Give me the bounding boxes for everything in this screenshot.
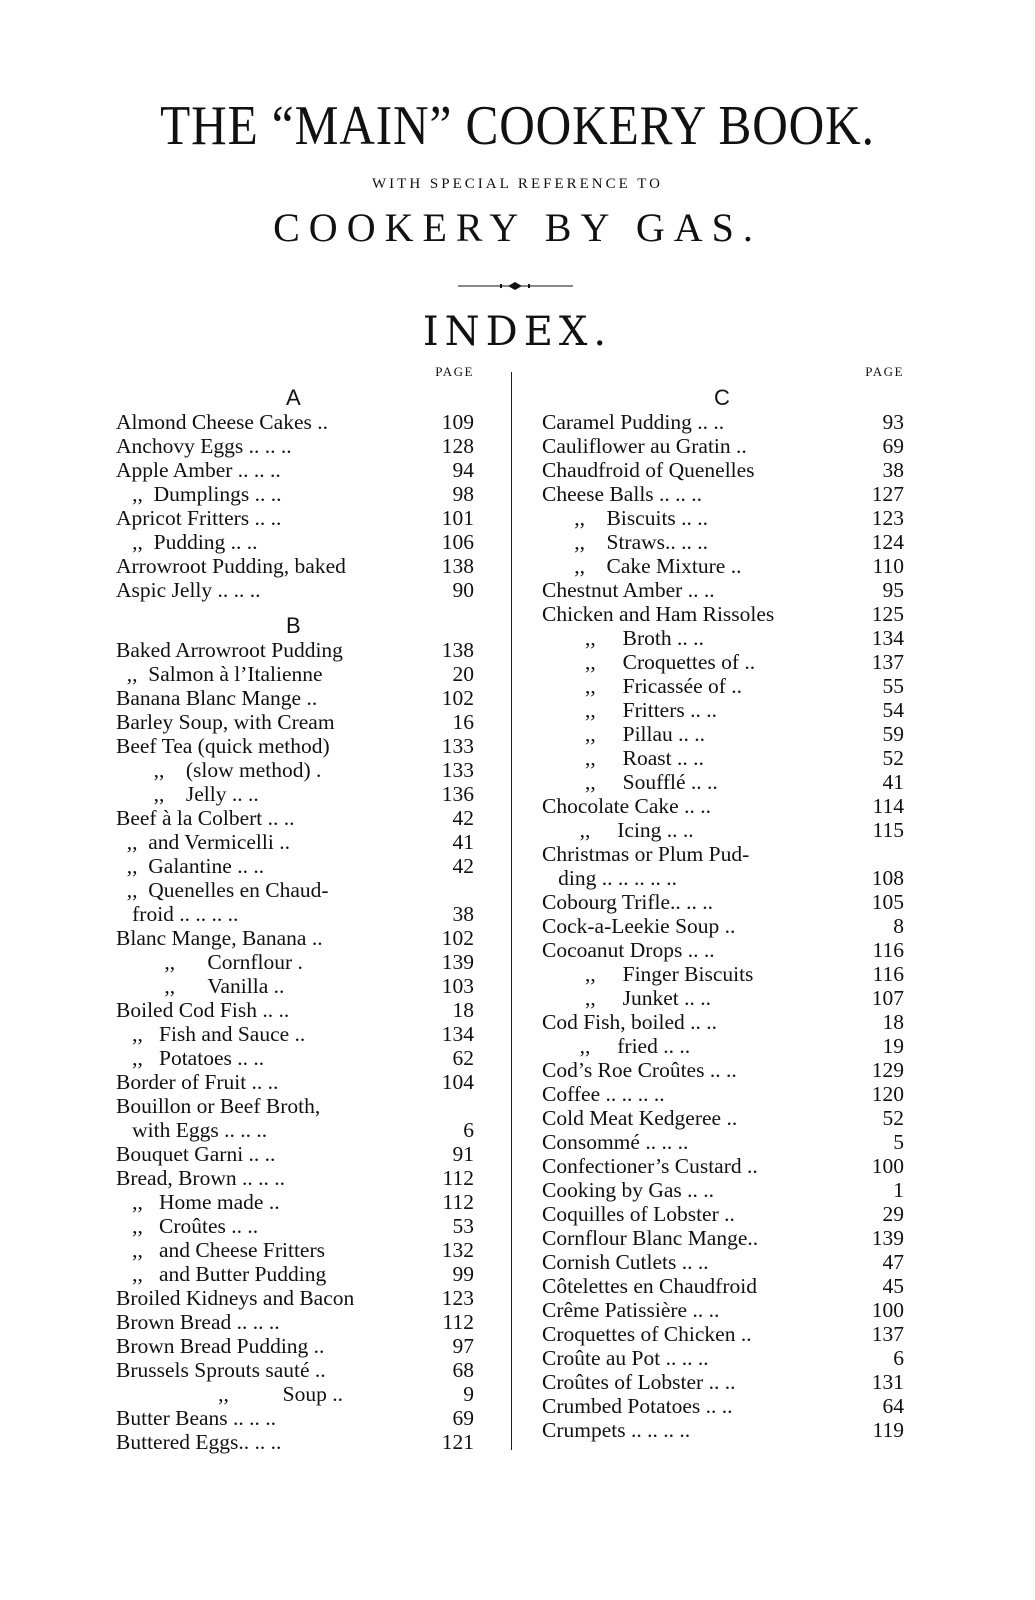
page-column-label: PAGE (865, 364, 904, 379)
entry-page-number: 124 (871, 530, 904, 554)
entry-label: Croûtes of Lobster .. .. (542, 1370, 736, 1394)
entry-page-number: 115 (872, 818, 904, 842)
index-entry (542, 434, 904, 458)
entry-page-number: 137 (871, 1322, 904, 1346)
entry-page-number: 129 (871, 1058, 904, 1082)
entry-page-number: 121 (441, 1430, 474, 1454)
index-entry (116, 1118, 474, 1142)
entry-label: Baked Arrowroot Pudding (116, 638, 343, 662)
entry-page-number: 29 (882, 1202, 904, 1226)
entry-label: Cobourg Trifle.. .. .. (542, 890, 714, 914)
entry-label: ,, Galantine .. .. (116, 854, 265, 878)
index-entry (542, 1226, 904, 1250)
index-entry (116, 1286, 474, 1310)
entry-label: Cornflour Blanc Mange.. (542, 1226, 759, 1250)
index-entry (542, 1250, 904, 1274)
entry-page-number: 112 (442, 1166, 474, 1190)
index-entry (542, 1346, 904, 1370)
entry-label: Chaudfroid of Quenelles (542, 458, 755, 482)
entry-page-number: 123 (871, 506, 904, 530)
index-entry (116, 1142, 474, 1166)
entry-label: ding .. .. .. .. .. (542, 866, 677, 890)
entry-label: Confectioner’s Custard .. (542, 1154, 758, 1178)
entry-label: Brown Bread .. .. .. (116, 1310, 280, 1334)
entry-label: ,, Vanilla .. (116, 974, 285, 998)
entry-page-number: 100 (871, 1154, 904, 1178)
entry-page-number: 54 (882, 698, 904, 722)
entry-page-number: 64 (882, 1394, 904, 1418)
entry-page-number: 42 (452, 854, 474, 878)
entry-label: Banana Blanc Mange .. (116, 686, 318, 710)
index-entry (542, 602, 904, 626)
index-entry (542, 1130, 904, 1154)
entry-page-number: 97 (452, 1334, 474, 1358)
entry-page-number: 112 (442, 1310, 474, 1334)
index-entry (116, 458, 474, 482)
entry-label: Cold Meat Kedgeree .. (542, 1106, 738, 1130)
entry-page-number: 38 (882, 458, 904, 482)
entry-label: ,, Salmon à l’Italienne (116, 662, 323, 686)
entry-page-number: 107 (871, 986, 904, 1010)
index-entry (542, 1034, 904, 1058)
index-entry (116, 1382, 474, 1406)
index-entry (116, 734, 474, 758)
index-entry (542, 1322, 904, 1346)
entry-label: ,, (slow method) . (116, 758, 322, 782)
column-divider (511, 372, 512, 1450)
index-entry (116, 1430, 474, 1454)
entry-label: Crumbed Potatoes .. .. (542, 1394, 733, 1418)
index-entry (542, 794, 904, 818)
entry-label: Butter Beans .. .. .. (116, 1406, 277, 1430)
entry-page-number: 69 (882, 434, 904, 458)
index-entry (116, 878, 474, 902)
entry-label: ,, and Vermicelli .. (116, 830, 290, 854)
entry-page-number: 90 (452, 578, 474, 602)
entry-page-number: 114 (872, 794, 904, 818)
entry-label: Christmas or Plum Pud- (542, 842, 750, 866)
index-entry (116, 926, 474, 950)
entry-label: Cauliflower au Gratin .. (542, 434, 747, 458)
entry-label: Cornish Cutlets .. .. (542, 1250, 709, 1274)
book-title: THE “MAIN” COOKERY BOOK. (160, 95, 875, 157)
index-entry (116, 782, 474, 806)
index-entry (542, 650, 904, 674)
section-letter: B (286, 613, 301, 638)
index-entry (542, 578, 904, 602)
entry-page-number: 91 (452, 1142, 474, 1166)
entry-label: Brown Bread Pudding .. (116, 1334, 325, 1358)
index-entry (542, 554, 904, 578)
index-entry (542, 818, 904, 842)
index-entry (542, 914, 904, 938)
entry-page-number: 8 (893, 914, 904, 938)
entry-label: ,, Biscuits .. .. (542, 506, 709, 530)
entry-page-number: 128 (441, 434, 474, 458)
entry-page-number: 138 (441, 554, 474, 578)
index-entry (116, 710, 474, 734)
entry-label: Crême Patissière .. .. (542, 1298, 720, 1322)
entry-page-number: 59 (882, 722, 904, 746)
entry-label: ,, Finger Biscuits (542, 962, 754, 986)
index-entry (116, 1310, 474, 1334)
entry-page-number: 55 (882, 674, 904, 698)
entry-label: ,, and Butter Pudding (116, 1262, 327, 1286)
entry-label: ,, Dumplings .. .. (116, 482, 282, 506)
index-entry (542, 842, 904, 866)
ornament-rule (458, 282, 573, 290)
section-letter: C (714, 385, 730, 410)
entry-label: ,, Fish and Sauce .. (116, 1022, 306, 1046)
entry-label: ,, Broth .. .. (542, 626, 704, 650)
entry-label: ,, Cornflour . (116, 950, 303, 974)
index-entry (542, 674, 904, 698)
entry-label: Beef Tea (quick method) (116, 734, 330, 758)
entry-page-number: 52 (882, 1106, 904, 1130)
entry-page-number: 41 (452, 830, 474, 854)
book-subtitle-main: COOKERY BY GAS. (273, 205, 762, 250)
entry-label: ,, Icing .. .. (542, 818, 694, 842)
entry-label: ,, Roast .. .. (542, 746, 704, 770)
entry-label: Coquilles of Lobster .. (542, 1202, 735, 1226)
entry-label: Barley Soup, with Cream (116, 710, 335, 734)
index-entry (542, 890, 904, 914)
entry-page-number: 68 (452, 1358, 474, 1382)
entry-label: ,, and Cheese Fritters (116, 1238, 325, 1262)
entry-label: ,, Cake Mixture .. (542, 554, 742, 578)
index-entry (116, 554, 474, 578)
entry-page-number: 19 (882, 1034, 904, 1058)
index-heading: INDEX. (422, 309, 613, 355)
entry-label: Côtelettes en Chaudfroid (542, 1274, 757, 1298)
entry-label: Almond Cheese Cakes .. (116, 410, 328, 434)
index-entry (542, 458, 904, 482)
entry-page-number: 18 (882, 1010, 904, 1034)
entry-page-number: 53 (452, 1214, 474, 1238)
entry-page-number: 103 (441, 974, 474, 998)
entry-label: ,, Junket .. .. (542, 986, 712, 1010)
index-entry (116, 530, 474, 554)
entry-page-number: 116 (872, 938, 904, 962)
index-entry (542, 1274, 904, 1298)
entry-page-number: 18 (452, 998, 474, 1022)
index-entry (542, 938, 904, 962)
index-entry (116, 1166, 474, 1190)
entry-page-number: 102 (441, 686, 474, 710)
entry-page-number: 9 (463, 1382, 474, 1406)
entry-page-number: 16 (452, 710, 474, 734)
entry-page-number: 139 (441, 950, 474, 974)
entry-label: Blanc Mange, Banana .. (116, 926, 323, 950)
entry-label: Beef à la Colbert .. .. (116, 806, 295, 830)
entry-label: ,, fried .. .. (542, 1034, 691, 1058)
entry-label: Chestnut Amber .. .. (542, 578, 715, 602)
index-entry (116, 758, 474, 782)
entry-label: Cooking by Gas .. .. (542, 1178, 714, 1202)
entry-page-number: 112 (442, 1190, 474, 1214)
index-entry (542, 1010, 904, 1034)
index-entry (116, 1406, 474, 1430)
index-entry (116, 686, 474, 710)
entry-label: Apple Amber .. .. .. (116, 458, 281, 482)
entry-page-number: 20 (452, 662, 474, 686)
index-entry (116, 1358, 474, 1382)
entry-label: Bouillon or Beef Broth, (116, 1094, 321, 1118)
entry-page-number: 127 (871, 482, 904, 506)
entry-label: ,, Pillau .. .. (542, 722, 706, 746)
index-entry (116, 1238, 474, 1262)
index-entry (116, 854, 474, 878)
entry-page-number: 132 (441, 1238, 474, 1262)
index-entry (116, 1262, 474, 1286)
entry-page-number: 136 (441, 782, 474, 806)
entry-page-number: 42 (452, 806, 474, 830)
index-entry (116, 1334, 474, 1358)
index-entry (116, 902, 474, 926)
entry-label: Cheese Balls .. .. .. (542, 482, 703, 506)
index-entry (542, 1082, 904, 1106)
entry-page-number: 99 (452, 1262, 474, 1286)
entry-page-number: 62 (452, 1046, 474, 1070)
entry-label: Chicken and Ham Rissoles (542, 602, 775, 626)
index-entry (116, 1046, 474, 1070)
entry-page-number: 108 (871, 866, 904, 890)
entry-label: Buttered Eggs.. .. .. (116, 1430, 282, 1454)
entry-label: ,, Quenelles en Chaud- (116, 878, 329, 902)
index-entry (542, 626, 904, 650)
entry-label: Cod Fish, boiled .. .. (542, 1010, 718, 1034)
entry-label: ,, Jelly .. .. (116, 782, 259, 806)
entry-page-number: 137 (871, 650, 904, 674)
entry-page-number: 134 (441, 1022, 474, 1046)
entry-label: Caramel Pudding .. .. (542, 410, 725, 434)
entry-page-number: 6 (893, 1346, 904, 1370)
entry-label: ,, Fritters .. .. (542, 698, 717, 722)
index-entry (116, 830, 474, 854)
index-entry (542, 1106, 904, 1130)
index-entry (116, 482, 474, 506)
index-entry (542, 962, 904, 986)
index-entry (116, 410, 474, 434)
entry-page-number: 119 (872, 1418, 904, 1442)
page-column-label: PAGE (435, 364, 474, 379)
entry-page-number: 41 (882, 770, 904, 794)
index-entry (542, 1178, 904, 1202)
index-entry (116, 1214, 474, 1238)
entry-label: ,, Soup .. (116, 1382, 343, 1406)
index-entry (116, 1022, 474, 1046)
entry-page-number: 102 (441, 926, 474, 950)
entry-page-number: 138 (441, 638, 474, 662)
index-column-right (542, 362, 904, 1442)
book-subtitle: WITH SPECIAL REFERENCE TO (372, 176, 663, 192)
entry-label: Consommé .. .. .. (542, 1130, 689, 1154)
index-entry (542, 698, 904, 722)
entry-label: ,, Soufflé .. .. (542, 770, 718, 794)
index-entry (116, 1190, 474, 1214)
entry-label: ,, Home made .. (116, 1190, 280, 1214)
index-entry (542, 1202, 904, 1226)
entry-page-number: 125 (871, 602, 904, 626)
index-entry (542, 746, 904, 770)
entry-page-number: 105 (871, 890, 904, 914)
entry-label: Boiled Cod Fish .. .. (116, 998, 290, 1022)
entry-label: Bouquet Garni .. .. (116, 1142, 276, 1166)
index-entry (542, 1394, 904, 1418)
entry-page-number: 101 (441, 506, 474, 530)
entry-label: ,, Fricassée of .. (542, 674, 743, 698)
entry-page-number: 134 (871, 626, 904, 650)
entry-label: Coffee .. .. .. .. (542, 1082, 665, 1106)
entry-page-number: 110 (872, 554, 904, 578)
entry-label: ,, Potatoes .. .. (116, 1046, 265, 1070)
index-entry (116, 662, 474, 686)
entry-page-number: 93 (882, 410, 904, 434)
index-entry (116, 578, 474, 602)
entry-label: Bread, Brown .. .. .. (116, 1166, 285, 1190)
entry-page-number: 5 (893, 1130, 904, 1154)
entry-label: ,, Straws.. .. .. (542, 530, 709, 554)
entry-page-number: 106 (441, 530, 474, 554)
index-entry (542, 1418, 904, 1442)
entry-page-number: 38 (452, 902, 474, 926)
entry-page-number: 47 (882, 1250, 904, 1274)
entry-label: Croquettes of Chicken .. (542, 1322, 752, 1346)
entry-label: ,, Croûtes .. .. (116, 1214, 259, 1238)
index-entry (116, 950, 474, 974)
index-entry (116, 434, 474, 458)
entry-page-number: 98 (452, 482, 474, 506)
entry-label: Croûte au Pot .. .. .. (542, 1346, 709, 1370)
entry-page-number: 52 (882, 746, 904, 770)
entry-label: Brussels Sprouts sauté .. (116, 1358, 326, 1382)
index-entry (542, 506, 904, 530)
entry-page-number: 120 (871, 1082, 904, 1106)
entry-page-number: 6 (463, 1118, 474, 1142)
entry-page-number: 45 (882, 1274, 904, 1298)
index-entry (542, 482, 904, 506)
entry-page-number: 69 (452, 1406, 474, 1430)
entry-label: Apricot Fritters .. .. (116, 506, 282, 530)
entry-page-number: 1 (893, 1178, 904, 1202)
index-entry (542, 530, 904, 554)
index-entry (542, 410, 904, 434)
entry-label: ,, Croquettes of .. (542, 650, 756, 674)
index-entry (542, 986, 904, 1010)
index-entry (542, 1298, 904, 1322)
section-letter: A (286, 385, 301, 410)
index-entry (542, 770, 904, 794)
entry-page-number: 131 (871, 1370, 904, 1394)
index-entry (542, 722, 904, 746)
index-entry (116, 806, 474, 830)
entry-page-number: 133 (441, 734, 474, 758)
entry-label: with Eggs .. .. .. (116, 1118, 268, 1142)
index-entry (116, 506, 474, 530)
entry-label: Cocoanut Drops .. .. (542, 938, 715, 962)
index-entry (116, 1094, 474, 1118)
entry-label: Chocolate Cake .. .. (542, 794, 711, 818)
entry-label: Cod’s Roe Croûtes .. .. (542, 1058, 737, 1082)
entry-label: Arrowroot Pudding, baked (116, 554, 346, 578)
entry-page-number: 139 (871, 1226, 904, 1250)
index-entry (116, 1070, 474, 1094)
entry-page-number: 104 (441, 1070, 474, 1094)
entry-label: Anchovy Eggs .. .. .. (116, 434, 292, 458)
index-entry (542, 1370, 904, 1394)
entry-label: froid .. .. .. .. (116, 902, 239, 926)
entry-page-number: 95 (882, 578, 904, 602)
entry-page-number: 100 (871, 1298, 904, 1322)
index-column-left (116, 362, 474, 1454)
entry-label: ,, Pudding .. .. (116, 530, 258, 554)
entry-page-number: 109 (441, 410, 474, 434)
entry-page-number: 94 (452, 458, 474, 482)
entry-page-number: 116 (872, 962, 904, 986)
index-entry (116, 638, 474, 662)
entry-label: Crumpets .. .. .. .. (542, 1418, 691, 1442)
entry-label: Border of Fruit .. .. (116, 1070, 279, 1094)
index-entry (116, 974, 474, 998)
index-entry (116, 998, 474, 1022)
entry-label: Aspic Jelly .. .. .. (116, 578, 261, 602)
entry-label: Cock-a-Leekie Soup .. (542, 914, 736, 938)
entry-page-number: 133 (441, 758, 474, 782)
entry-page-number: 123 (441, 1286, 474, 1310)
index-entry (542, 1154, 904, 1178)
index-entry (542, 1058, 904, 1082)
index-entry (542, 866, 904, 890)
entry-label: Broiled Kidneys and Bacon (116, 1286, 355, 1310)
